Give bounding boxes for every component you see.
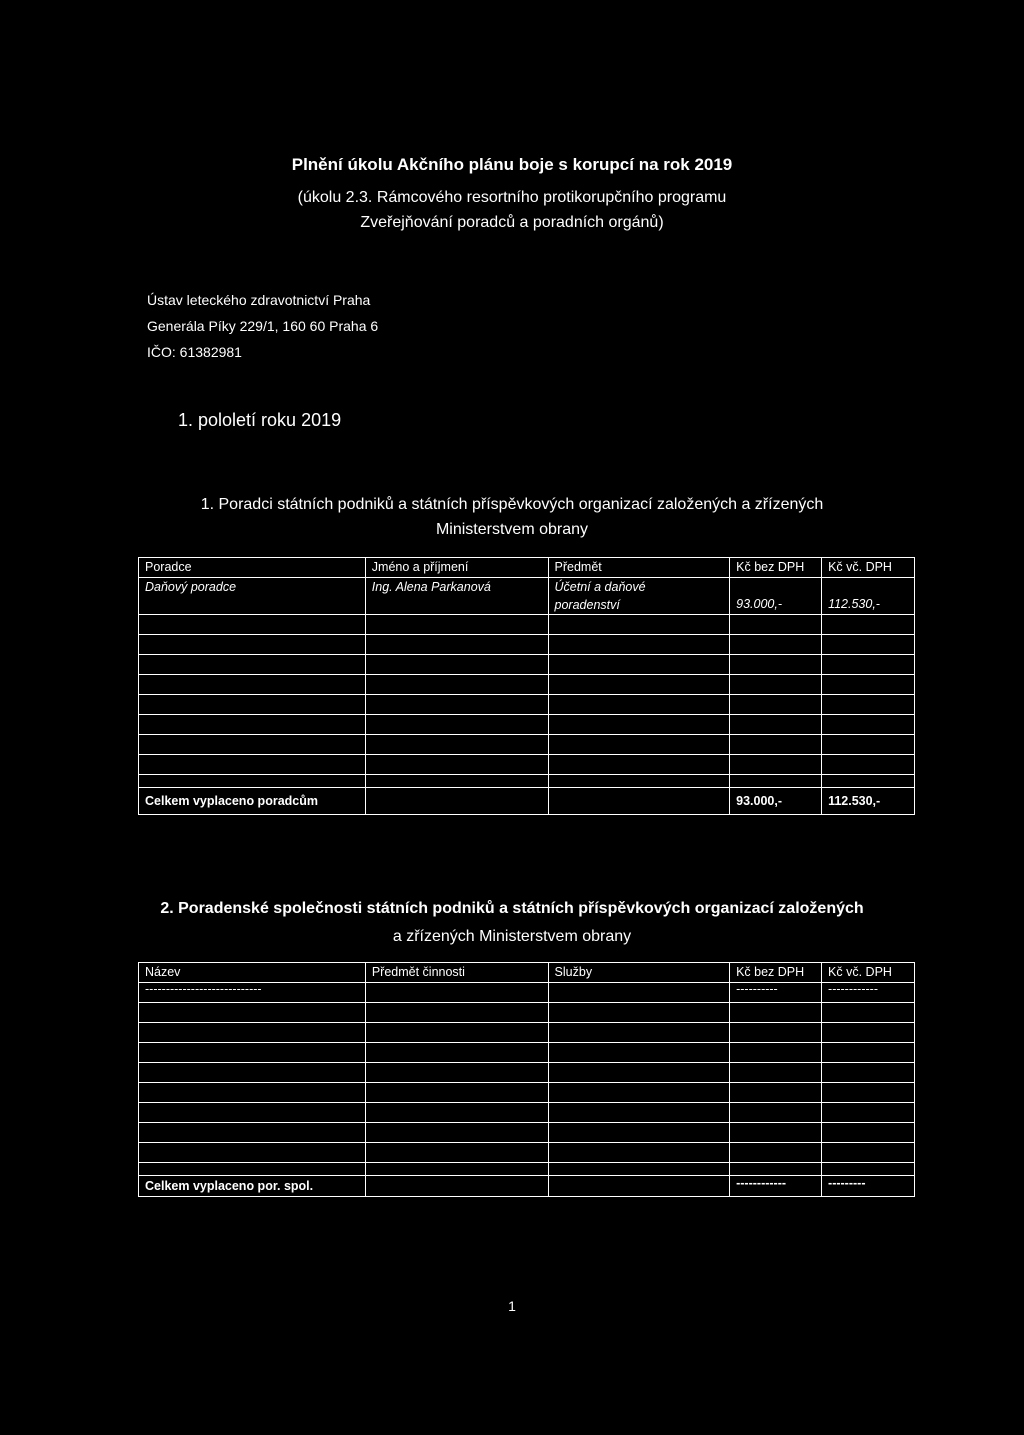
total-amount-with-vat: 112.530,- [822, 788, 915, 815]
column-header: Poradce [139, 558, 366, 578]
table-row [139, 675, 915, 695]
column-header: Předmět činnosti [365, 963, 548, 983]
section1-heading-line1: 1. Poradci státních podniků a státních příspěvkových organizací založených a zřízených [200, 496, 824, 513]
total-amount-with-vat: --------- [822, 1176, 915, 1197]
advisor-subject [548, 578, 730, 615]
column-header: Kč bez DPH [730, 558, 822, 578]
organization-address: Generála Píky 229/1, 160 60 Praha 6 [147, 318, 379, 334]
document-subtitle-line1: (úkolu 2.3. Rámcového resortního protikorupčního programu [297, 189, 727, 206]
column-header: Název [139, 963, 366, 983]
table-row [139, 1043, 915, 1063]
advisor-name: Ing. Alena Parkanová [365, 578, 548, 615]
table-row [139, 1063, 915, 1083]
document-subtitle-line2: Zveřejňování poradců a poradních orgánů) [360, 214, 664, 231]
document-title: Plnění úkolu Akčního plánu boje s korupcí na rok 2019 [291, 155, 733, 174]
total-label: Celkem vyplaceno poradcům [139, 788, 366, 815]
table-row [139, 735, 915, 755]
column-header: Předmět [548, 558, 730, 578]
advisor-subject-line1: Účetní a daňové [554, 580, 646, 594]
column-header: Kč vč. DPH [822, 558, 915, 578]
amount-without-vat: ---------- [730, 983, 822, 1003]
report-period: 1. pololetí roku 2019 [178, 410, 342, 430]
column-header: Služby [548, 963, 730, 983]
table-row [139, 1003, 915, 1023]
total-label: Celkem vyplaceno por. spol. [139, 1176, 366, 1197]
table-row [139, 578, 915, 615]
advisor-subject-line2: poradenství [554, 598, 620, 612]
table-row [139, 1163, 915, 1176]
amount-with-vat: ------------ [822, 983, 915, 1003]
table-row [139, 695, 915, 715]
column-header: Jméno a příjmení [365, 558, 548, 578]
section2-heading-line1: 2. Poradenské společnosti státních podniků a státních příspěvkových organizací založených [160, 900, 864, 917]
table-row [139, 1123, 915, 1143]
total-amount-without-vat: 93.000,- [730, 788, 822, 815]
table-total-row [139, 1176, 915, 1197]
table-row [139, 1143, 915, 1163]
section1-heading-line2: Ministerstvem obrany [435, 521, 589, 538]
table-row [139, 715, 915, 735]
table-row [139, 755, 915, 775]
company-name: ---------------------------- [139, 983, 366, 1003]
column-header: Kč vč. DPH [822, 963, 915, 983]
total-amount-without-vat: ------------ [730, 1176, 822, 1197]
table-row [139, 655, 915, 675]
table-row [139, 615, 915, 635]
amount-with-vat: 112.530,- [822, 578, 915, 615]
table-header-row [139, 558, 915, 578]
amount-without-vat: 93.000,- [730, 578, 822, 615]
table-row [139, 1103, 915, 1123]
section2-heading-line2: a zřízených Ministerstvem obrany [392, 928, 632, 945]
organization-ico: IČO: 61382981 [147, 344, 242, 360]
organization-name: Ústav leteckého zdravotnictví Praha [147, 292, 371, 308]
column-header: Kč bez DPH [730, 963, 822, 983]
advisor-type: Daňový poradce [139, 578, 366, 615]
table-row [139, 1083, 915, 1103]
table-row [139, 983, 915, 1003]
table-header-row [139, 963, 915, 983]
page-number: 1 [508, 1298, 516, 1314]
advisory-companies-table [138, 962, 915, 1197]
table-row [139, 775, 915, 788]
table-total-row [139, 788, 915, 815]
table-row [139, 1023, 915, 1043]
table-row [139, 635, 915, 655]
advisors-table [138, 557, 915, 815]
